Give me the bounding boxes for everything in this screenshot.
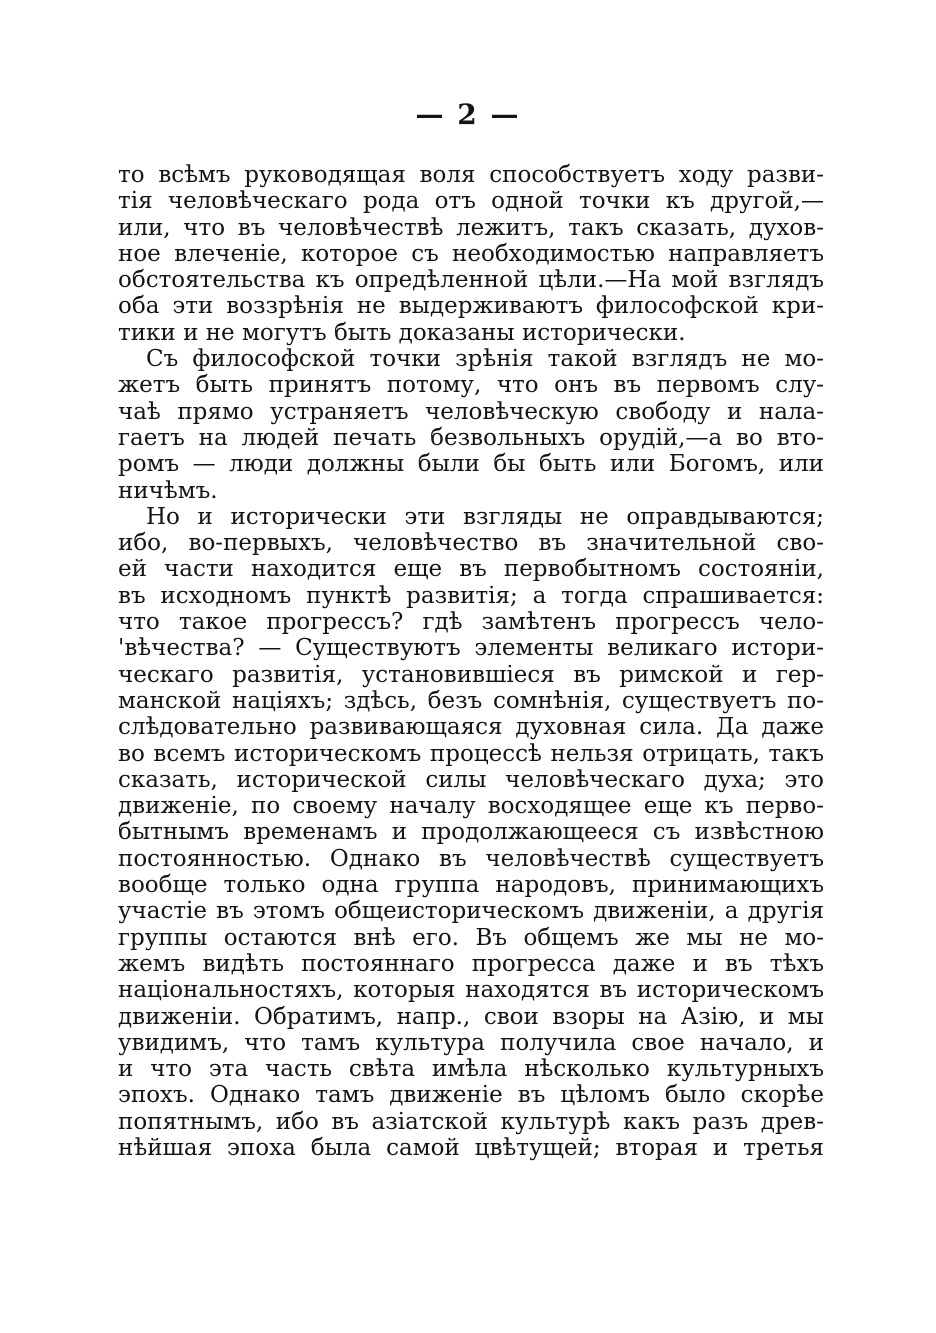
text-line: то всѣмъ руководящая воля способствуетъ ходу разви- [118, 162, 824, 188]
text-line: движеніи. Обратимъ, напр., свои взоры на Азію, и мы [118, 1003, 824, 1030]
text-line: увидимъ, что тамъ культура получила свое начало, и [118, 1029, 824, 1056]
text-line: ибо, во-первыхъ, человѣчество въ значительной сво- [118, 530, 824, 557]
text-line: обстоятельства къ опредѣленной цѣли.—На мой взглядъ [118, 267, 824, 294]
text-line: или, что въ человѣчествѣ лежитъ, такъ сказать, духов- [118, 214, 824, 241]
text-line: чаѣ прямо устраняетъ человѣческую свободу и нала- [118, 398, 824, 425]
text-line: ческаго развитія, установившіеся въ римской и гер- [118, 661, 824, 688]
text-line: тики и не могутъ быть доказаны исторически. [118, 319, 686, 346]
text-line: во всемъ историческомъ процессѣ нельзя отрицать, такъ [118, 740, 824, 767]
text-line: участіе въ этомъ общеисторическомъ движеніи, а другія [118, 898, 824, 925]
text-line: жетъ быть принятъ потому, что онъ въ первомъ слу- [118, 372, 824, 399]
text-line: ромъ — люди должны были бы быть или Богомъ, или [118, 451, 824, 478]
page-number: — 2 — [415, 98, 521, 131]
text-line: ное влеченіе, которое съ необходимостью направляетъ [118, 240, 824, 267]
text-line: Съ философской точки зрѣнія такой взглядъ не мо- [146, 346, 824, 373]
text-line: манской націяхъ; здѣсь, безъ сомнѣнія, существуетъ по- [118, 687, 824, 714]
text-line: и что эта часть свѣта имѣла нѣсколько культурныхъ [118, 1056, 824, 1083]
text-line: эпохъ. Однако тамъ движеніе въ цѣломъ было скорѣе [118, 1082, 824, 1109]
text-line: бытнымъ временамъ и продолжающееся съ извѣстною [118, 819, 824, 846]
text-line: оба эти воззрѣнія не выдерживаютъ философской кри- [118, 293, 824, 320]
body-text [118, 162, 824, 1161]
text-line: въ исходномъ пунктѣ развитія; а тогда спрашивается: [118, 582, 824, 609]
text-line: ей части находится еще въ первобытномъ состояніи, [118, 556, 824, 583]
text-line: Но и исторически эти взгляды не оправдываются; [146, 503, 824, 530]
text-line: попятнымъ, ибо въ азіатской культурѣ какъ разъ древ- [118, 1108, 824, 1135]
text-line: сказать, исторической силы человѣческаго духа; это [118, 766, 824, 793]
text-line: жемъ видѣть постояннаго прогресса даже и въ тѣхъ [118, 950, 824, 977]
text-line: движеніе, по своему началу восходящее еще къ перво- [118, 793, 824, 820]
text-line: что такое прогрессъ? гдѣ замѣтенъ прогрессъ чело- [118, 609, 824, 636]
text-line: 'вѣчества? — Существуютъ элементы великаго истори- [118, 635, 824, 662]
text-line: постоянностью. Однако въ человѣчествѣ существуетъ [118, 845, 824, 872]
paragraph-1 [118, 162, 824, 346]
paragraph-2 [118, 346, 824, 504]
text-line: тія человѣческаго рода отъ одной точки къ другой,— [118, 188, 824, 215]
text-line: гаетъ на людей печать безвольныхъ орудій,—а во вто- [118, 424, 824, 451]
text-line: вообще только одна группа народовъ, принимающихъ [118, 872, 824, 899]
text-line: нѣйшая эпоха была самой цвѣтущей; вторая и третья [118, 1134, 824, 1161]
text-line: ничѣмъ. [118, 477, 218, 504]
text-line: группы остаются внѣ его. Въ общемъ же мы не мо- [118, 924, 824, 951]
paragraph-3 [118, 504, 824, 1161]
text-line: національностяхъ, которыя находятся въ историческомъ [118, 977, 824, 1004]
text-line: слѣдовательно развивающаяся духовная сила. Да даже [118, 714, 824, 741]
